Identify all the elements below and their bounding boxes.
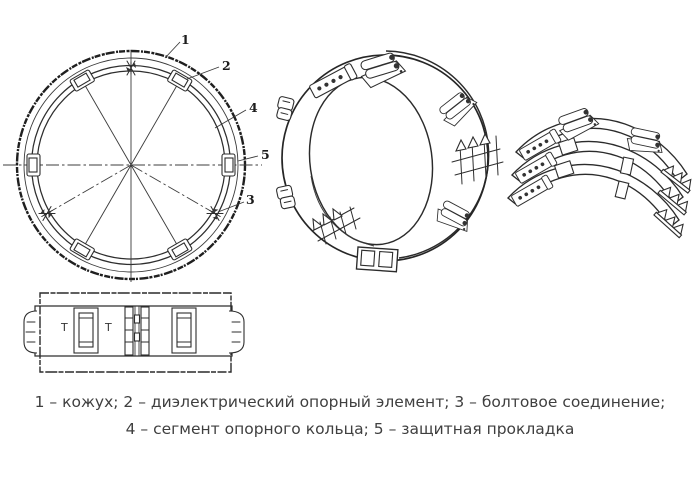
bolt-joint-right: [452, 134, 503, 184]
support-tab: [69, 238, 95, 260]
support-tab: [167, 69, 193, 91]
segment-1-clamp-block: [555, 105, 600, 142]
callout-1: [165, 32, 190, 58]
view-section-strip: [24, 293, 244, 372]
view-front-ring: [3, 32, 270, 282]
callout-2-label: 2: [222, 58, 231, 73]
section-label-t-left: Т: [61, 321, 68, 334]
callout-5-label: 5: [261, 147, 270, 162]
support-tab: [167, 238, 193, 260]
support-tab: [69, 69, 95, 91]
support-tab: [27, 154, 40, 176]
callout-4-label: 4: [249, 100, 258, 115]
ring-inner-surface-edge: [311, 176, 374, 246]
clamp-block-upper-right: [436, 88, 479, 129]
end-cap-right: [229, 311, 244, 353]
segment-3-lug: [615, 181, 629, 199]
section-clamp-a: [74, 308, 98, 353]
support-tab: [222, 154, 235, 176]
view-perspective-ring: [275, 50, 503, 272]
ring-back-rim: [386, 51, 489, 258]
bolt-mark: [126, 61, 136, 75]
caption-line-2: 4 – сегмент опорного кольца; 5 – защитная прокладка: [125, 420, 575, 438]
segment-2-lug: [620, 157, 633, 175]
section-label-t-right: Т: [105, 321, 112, 334]
end-cap-left: [24, 311, 37, 353]
section-clamp-b: [172, 308, 196, 353]
callout-3-label: 3: [246, 192, 255, 207]
section-bolt-joint: [125, 306, 149, 356]
view-ring-segments: [508, 105, 696, 237]
caption-line-1: 1 – кожух; 2 – диэлектрический опорный элемент; 3 – болтовое соединение;: [34, 393, 666, 411]
lug-left-upper: [275, 96, 295, 121]
callout-1-label: 1: [181, 32, 190, 47]
clamp-block-bottom: [356, 247, 397, 272]
callout-5: [238, 147, 270, 162]
lug-left-lower: [276, 185, 296, 210]
figure-caption: [0, 389, 700, 443]
